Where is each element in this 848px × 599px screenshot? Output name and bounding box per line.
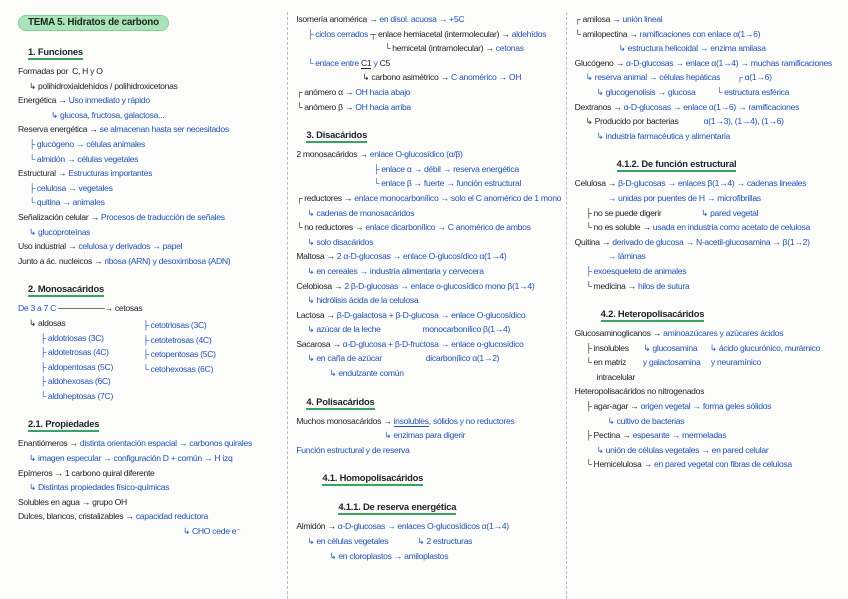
note-line	[143, 318, 284, 333]
text-segment: en pared vegetal con fibras de celulosa	[654, 459, 792, 470]
text-segment: ├ agar-agar →	[585, 401, 641, 412]
section-heading	[322, 468, 561, 486]
text-segment: Epímeros → 1 carbono quiral diferente	[18, 467, 155, 478]
section-heading-text: 2. Monosacáridos	[28, 283, 104, 297]
text-segment: ↳ unión de células vegetales → en pared celular	[596, 444, 769, 455]
note-line	[296, 162, 561, 177]
text-segment: OH hacia arriba	[355, 101, 411, 112]
text-segment: ↳ glucosamina ↳ ácido glucurónico, murámico	[628, 342, 821, 353]
text-segment: └ quitina → animales	[29, 197, 105, 208]
note-line	[18, 316, 143, 331]
text-segment: ↳ endulzante común	[329, 368, 404, 379]
text-segment: β-D-glucosas → enlaces β(1→4) → cadenas lineales	[618, 178, 807, 189]
section-heading	[617, 154, 840, 172]
text-segment: Celobiosa →	[296, 280, 345, 291]
text-segment: ↳ enzimas para digerir	[384, 430, 466, 441]
text-segment: └ aldoheptosas (7C)	[40, 390, 113, 401]
note-line	[296, 147, 561, 162]
note-line	[18, 79, 283, 94]
note-line	[296, 41, 561, 56]
text-segment: ├ aldopentosas (5C)	[40, 361, 113, 372]
note-line	[296, 443, 561, 458]
text-segment: Energética →	[18, 95, 69, 106]
note-line	[575, 100, 840, 115]
text-segment: en disol. acuosa → +5C	[379, 14, 465, 24]
text-segment: ↳ imagen especular → configuración D + común → H izq	[29, 453, 233, 464]
text-segment: ↳ cultivo de bacterias	[607, 415, 685, 426]
text-segment: ↳ CHO cede e⁻	[183, 526, 241, 537]
notes-column-right	[566, 12, 844, 599]
text-segment: Dextranos →	[574, 101, 624, 112]
monosaccharide-tree	[18, 316, 283, 404]
note-line	[296, 519, 561, 534]
note-line	[18, 122, 283, 137]
text-segment: C5	[379, 57, 390, 68]
text-segment: intracelular	[596, 371, 636, 382]
note-line	[575, 176, 840, 191]
text-segment: ├ Pectina →	[585, 430, 633, 441]
text-segment: ↳ carbono asimétrico →	[362, 72, 451, 83]
note-line	[18, 436, 283, 451]
note-line	[575, 191, 840, 206]
note-line	[296, 279, 561, 294]
note-line	[18, 331, 143, 346]
text-segment: origen vegetal → forma geles sólidos	[640, 401, 772, 412]
text-segment: Lactosa →	[296, 309, 337, 320]
text-segment: ┌ reductores →	[296, 192, 355, 203]
text-segment: α-D-glucosas → enlace α(1→6) → ramificaciones	[623, 101, 800, 112]
aldoses-branch	[18, 316, 143, 404]
note-line	[575, 384, 840, 399]
note-line	[296, 549, 561, 564]
text-segment: insolubles	[393, 415, 429, 426]
text-segment: Solubles en agua → grupo OH	[18, 496, 127, 507]
note-line	[296, 366, 561, 381]
note-line	[18, 509, 283, 524]
text-segment: Heteropolisacáridos no nitrogenados	[574, 386, 705, 397]
text-segment: ↳ glucogenolisis → glucosa └ estructura esférica	[596, 86, 790, 97]
text-segment: → láminas	[607, 251, 646, 262]
text-segment: α(1→3), (1→4), (1→6)	[678, 116, 784, 127]
text-segment: ├ glucógeno → células animales	[29, 138, 146, 149]
note-line	[18, 93, 283, 108]
text-segment: Quitina →	[574, 236, 613, 247]
note-line	[296, 56, 561, 71]
note-line	[18, 210, 283, 225]
section-heading	[28, 279, 283, 297]
note-line	[575, 341, 840, 356]
text-segment: Uso industrial →	[18, 241, 79, 252]
section-heading	[601, 304, 840, 322]
text-segment: └ enlace β → fuerte → función estructural	[373, 178, 522, 189]
section-heading	[28, 42, 283, 60]
text-segment: ↳ Distintas propiedades físico-químicas	[29, 482, 170, 493]
note-line	[18, 254, 283, 269]
text-segment: α-D-glucosa + β-D-fructosa → enlace o-glucosídico	[342, 338, 524, 349]
text-segment: ↳ en caña de azúcar dicarbonílico α(1→2)	[307, 353, 500, 364]
text-segment: Uso inmediato y rápido	[68, 95, 150, 106]
text-segment: ↳ cadenas de monosacáridos	[307, 207, 415, 218]
text-segment: ↳ en cereales → industria alimentaria y cervecera	[307, 265, 484, 276]
text-segment: unión lineal	[622, 14, 663, 24]
note-line	[18, 480, 283, 495]
note-line	[296, 176, 561, 191]
note-line	[18, 466, 283, 481]
text-segment: ├ aldotetrosas (4C)	[40, 347, 109, 358]
text-segment: ↳ aldosas	[29, 317, 66, 328]
text-segment: ↳ pared vegetal	[661, 207, 759, 218]
notes-column-middle	[287, 12, 565, 599]
text-segment: └ Hemicelulosa →	[585, 459, 654, 470]
text-segment: ┌ anómero α →	[296, 86, 356, 97]
note-line	[18, 495, 283, 510]
text-segment: ↳ polihidroxialdehídos / polihidroxicetonas	[29, 80, 178, 91]
note-line	[18, 524, 283, 539]
note-line	[296, 308, 561, 323]
note-line	[575, 249, 840, 264]
text-segment: ├ aldotriosas (3C)	[40, 332, 104, 343]
section-heading	[306, 392, 561, 410]
note-line	[18, 137, 283, 152]
text-segment: ↳ en cloroplastos → amiloplastos	[329, 550, 449, 561]
text-segment: y galactosamina y neuramínico	[626, 357, 762, 368]
note-line	[575, 399, 840, 414]
text-segment: ↳ azúcar de la leche monocarbonílico β(1→4)	[307, 324, 511, 335]
note-line	[296, 293, 561, 308]
text-segment: α-D-glucosas → enlaces O-glucosídicos α(1→4)	[337, 521, 509, 532]
text-segment: ribosa (ARN) y desoxirribosa (ADN)	[104, 255, 231, 266]
text-segment: ├ no se puede digerir	[585, 207, 662, 218]
note-line	[18, 301, 283, 316]
page-title-text: TEMA 5. Hidratos de carbono	[18, 15, 169, 31]
note-line	[296, 27, 561, 42]
text-segment: └ anómero β →	[296, 101, 356, 112]
section-heading-text: 4.1.2. De función estructural	[617, 158, 737, 172]
text-segment: Formadas por C, H y O	[18, 66, 103, 76]
text-segment: hilos de sutura	[638, 280, 690, 291]
text-segment: aldehídos	[511, 28, 547, 39]
text-segment: Estructural →	[18, 168, 69, 179]
note-line	[18, 451, 283, 466]
note-line	[296, 428, 561, 443]
text-segment: ┌ amilosa →	[574, 14, 623, 24]
note-line	[575, 326, 840, 341]
text-segment: └ medicina →	[585, 280, 638, 291]
text-segment: α-D-glucosas → enlace α(1→4) → muchas ramificaciones	[626, 57, 832, 68]
text-segment: ├ cetotriosas (3C)	[142, 319, 207, 330]
text-segment: se almacenan hasta ser necesitados	[99, 124, 229, 135]
note-line	[575, 85, 840, 100]
note-line	[296, 322, 561, 337]
text-segment: Enantiómeros →	[18, 438, 80, 449]
text-segment: Glucógeno →	[574, 57, 626, 68]
page-title	[18, 12, 283, 31]
text-segment: Sacarosa →	[296, 338, 343, 349]
text-segment: OH hacia abajo	[355, 86, 411, 97]
text-segment: 2 monosacáridos →	[296, 149, 370, 160]
note-line	[575, 414, 840, 429]
text-segment: , sólidos y no reductores	[428, 415, 515, 426]
note-line	[18, 152, 283, 167]
section-heading	[28, 414, 283, 432]
note-line	[18, 360, 143, 375]
text-segment: C anomérico → OH	[451, 72, 522, 83]
text-segment: └ cetohexosas (6C)	[142, 363, 214, 374]
text-segment: ├ aldohexosas (6C)	[40, 376, 111, 387]
text-segment: Muchos monosacáridos →	[296, 415, 394, 426]
text-segment: ↳ reserva animal → células hepáticas ┌ α(1→6)	[585, 72, 772, 83]
note-line	[575, 443, 840, 458]
note-line	[18, 374, 143, 389]
text-segment: y	[371, 57, 380, 68]
note-line	[296, 12, 561, 27]
section-heading-text: 4. Polisacáridos	[306, 396, 374, 410]
note-line	[575, 235, 840, 250]
section-heading-text: 4.2. Heteropolisacáridos	[601, 308, 705, 322]
text-segment: ├ enlace α → débil → reserva energética	[373, 163, 519, 174]
text-segment: ┬ enlace hemiacetal (intermolecular) →	[370, 28, 512, 39]
note-line	[296, 70, 561, 85]
text-segment: ├ insolubles	[585, 342, 629, 353]
text-segment: └ amilopectina →	[574, 28, 640, 39]
text-segment: Procesos de traducción de señales	[100, 211, 225, 222]
note-line	[18, 166, 283, 181]
text-segment: 2 α-D-glucosas → enlace O-glucosídico α(1→4)	[336, 251, 507, 262]
note-line	[18, 181, 283, 196]
text-segment: Estructuras importantes	[68, 168, 153, 179]
text-segment: Función estructural y de reserva	[296, 444, 410, 455]
note-line	[296, 249, 561, 264]
text-segment: ├ celulosa → vegetales	[29, 182, 113, 193]
notes-column-left	[10, 12, 287, 599]
note-line	[18, 108, 283, 123]
note-line	[143, 362, 284, 377]
text-segment: ↳ solo disacáridos	[307, 236, 374, 247]
note-line	[575, 206, 840, 221]
text-segment: ↳ glucoproteínas	[29, 226, 91, 237]
note-line	[296, 264, 561, 279]
note-line	[575, 27, 840, 42]
text-segment: capacidad reductora	[135, 511, 208, 522]
note-line	[296, 235, 561, 250]
text-segment: derivado de glucosa → N-acetil-glucosamina → β(1→2)	[612, 236, 810, 247]
note-line	[143, 347, 284, 362]
text-segment: ↳ estructura helicoidal → enzima amilasa	[618, 43, 766, 54]
text-segment: ├ exoesqueleto de animales	[585, 265, 687, 276]
text-segment: espesante → mermeladas	[632, 430, 727, 441]
note-line	[296, 206, 561, 221]
text-segment: ├ cetopentosas (5C)	[142, 349, 216, 360]
text-segment: distinta orientación espacial → carbonos quirales	[79, 438, 252, 449]
text-segment: ↳ Producido por bacterias	[585, 116, 679, 127]
note-line	[575, 114, 840, 129]
text-segment: ↳ glucosa, fructosa, galactosa...	[51, 109, 165, 120]
note-line	[575, 428, 840, 443]
text-segment: └ almidón → células vegetales	[29, 153, 139, 164]
text-segment: ↳ en células vegetales ↳ 2 estructuras	[307, 536, 473, 547]
text-segment: enlace O-glucosídico (α/β)	[369, 149, 463, 160]
section-heading-text: 1. Funciones	[28, 46, 83, 60]
text-segment: C1	[361, 57, 372, 68]
note-line	[296, 85, 561, 100]
text-segment: De 3 a 7 C	[18, 303, 59, 314]
ketoses-branch	[143, 316, 284, 404]
note-line	[296, 534, 561, 549]
text-segment: 2 β-D-glucosas → enlace o-glucosídico mono β(1→4)	[344, 280, 535, 291]
section-heading-text: 2.1. Propiedades	[28, 418, 99, 432]
text-segment: Junto a ác. nucleicos →	[18, 255, 105, 266]
text-segment: Celulosa →	[574, 178, 619, 189]
text-segment: Dulces, blancos, cristalizables →	[18, 511, 136, 522]
text-segment: ├ ciclos cerrados	[307, 28, 371, 39]
text-segment: └ en matriz	[585, 357, 627, 368]
text-segment: enlace monocarbonílico → solo el C anomérico de 1 mono	[354, 192, 562, 203]
section-heading	[306, 125, 561, 143]
text-segment: cetonas	[495, 43, 524, 54]
text-segment: → unidas por puentes de H → microfibrillas	[607, 192, 761, 203]
text-segment: ramificaciones con enlace α(1→6)	[639, 28, 761, 39]
note-line	[18, 239, 283, 254]
note-line	[575, 70, 840, 85]
text-segment: enlace dicarbonílico → C anomérico de ambos	[365, 222, 531, 233]
note-line	[575, 41, 840, 56]
section-heading	[338, 497, 561, 515]
text-segment: ├ cetotetrosas (4C)	[142, 334, 212, 345]
text-segment: aminoazúcares y azúcares ácidos	[663, 328, 784, 339]
note-line	[18, 345, 143, 360]
note-line	[296, 351, 561, 366]
text-segment: ↳ hidrólisis ácida de la celulosa	[307, 295, 419, 306]
note-line	[575, 457, 840, 472]
note-line	[575, 264, 840, 279]
section-heading-text: 4.1. Homopolisacáridos	[322, 472, 423, 486]
note-line	[18, 195, 283, 210]
text-segment: Almidón →	[296, 521, 338, 532]
note-line	[296, 191, 561, 206]
note-line	[575, 279, 840, 294]
note-line	[575, 355, 840, 370]
note-line	[18, 225, 283, 240]
section-heading-text: 3. Disacáridos	[306, 129, 367, 143]
text-segment: β-D-galactosa + β-D-glucosa → enlace O-glucosídico	[336, 309, 526, 320]
section-heading-text: 4.1.1. De reserva energética	[338, 501, 456, 515]
text-segment: └ enlace entre	[307, 57, 361, 68]
note-line	[296, 100, 561, 115]
note-line	[18, 64, 283, 79]
text-segment: Isomería anomérica →	[296, 14, 380, 24]
note-line	[575, 220, 840, 235]
note-line	[296, 220, 561, 235]
note-line	[143, 333, 284, 348]
note-line	[575, 56, 840, 71]
note-line	[296, 337, 561, 352]
text-segment: ────────→ cetosas	[58, 303, 143, 314]
note-line	[296, 414, 561, 429]
note-line	[575, 129, 840, 144]
text-segment: └ no es soluble →	[585, 222, 653, 233]
text-segment: ↳ industria farmacéutica y alimentaria	[596, 130, 731, 141]
note-line	[18, 389, 143, 404]
note-line	[575, 12, 840, 27]
text-segment: └ hemicetal (intramolecular) →	[384, 43, 496, 54]
text-segment: Señalización celular →	[18, 211, 101, 222]
text-segment: └ no reductores →	[296, 222, 366, 233]
text-segment: Reserva energética →	[18, 124, 100, 135]
text-segment: usada en industria como acetato de celulosa	[652, 222, 810, 233]
note-line	[575, 370, 840, 385]
text-segment: Glucosaminoglicanos →	[574, 328, 664, 339]
text-segment: celulosa y derivados → papel	[78, 241, 183, 252]
text-segment: Maltosa →	[296, 251, 337, 262]
